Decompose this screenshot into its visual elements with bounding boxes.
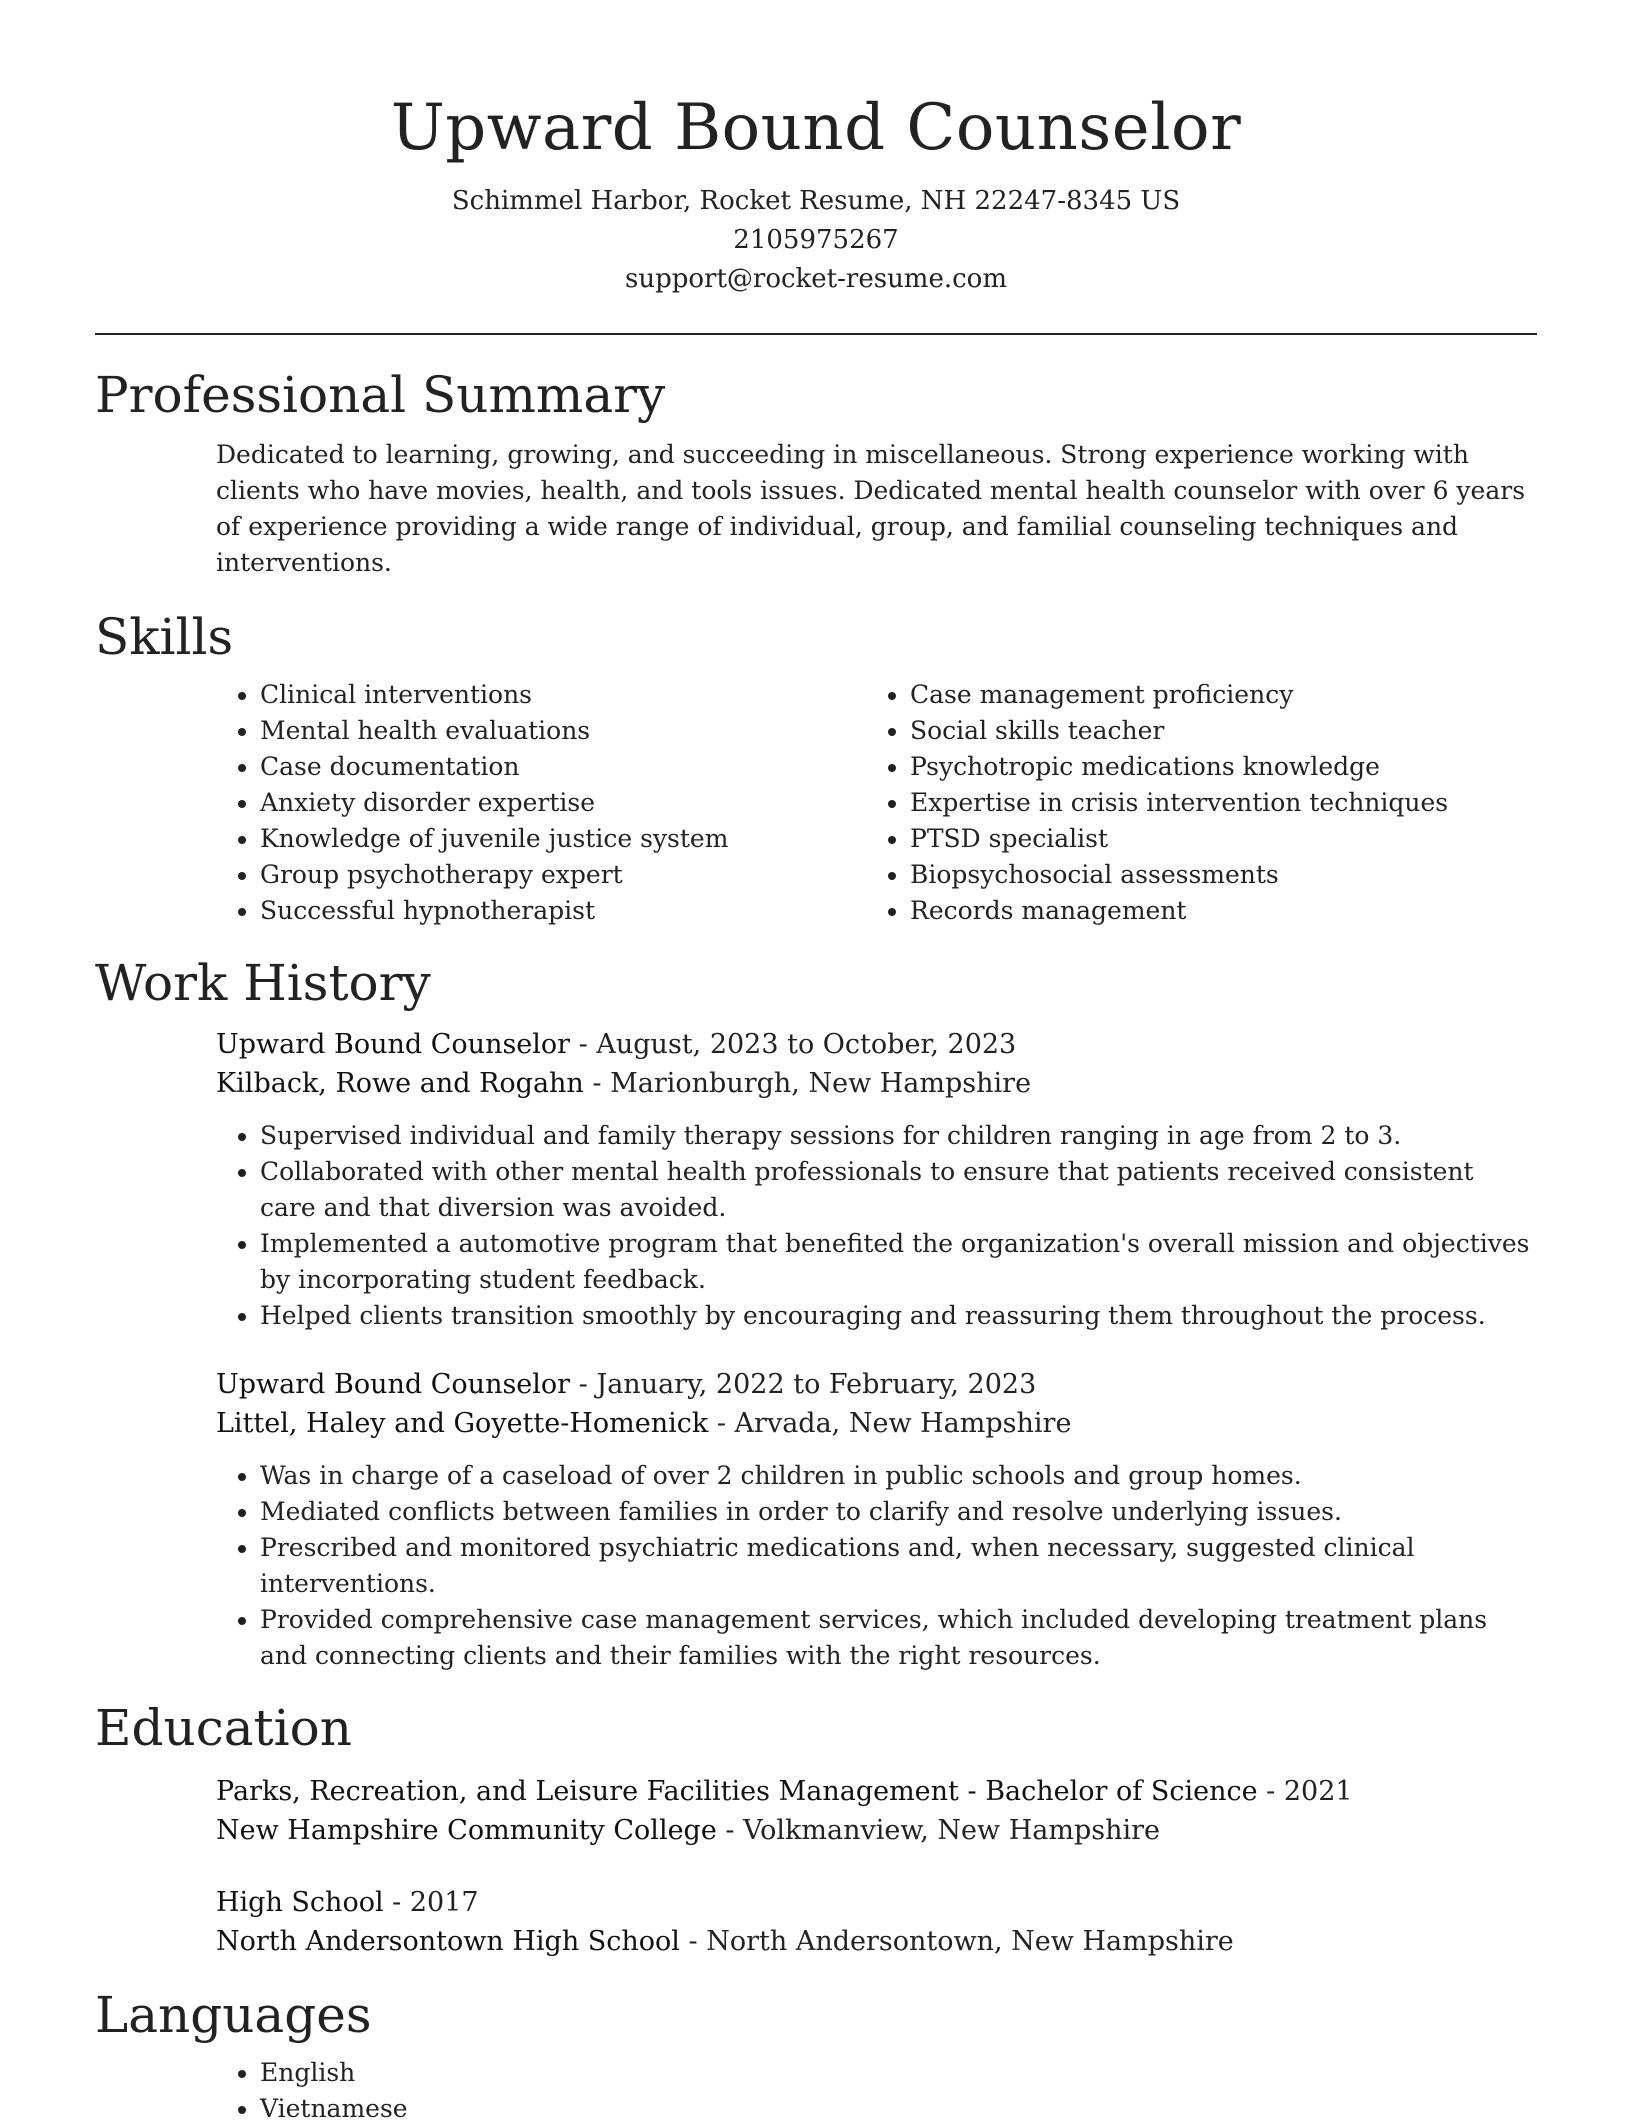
job-position: Upward Bound Counselor: [216, 1029, 571, 1060]
job-position: Upward Bound Counselor: [216, 1369, 571, 1400]
job-bullet: • Mediated conflicts between families in order to clarify and resolve underlying issues.: [260, 1494, 1537, 1530]
languages-section: [95, 1985, 1537, 2127]
skill-item: • Knowledge of juvenile justice system: [260, 821, 866, 857]
languages-list: [216, 2055, 1537, 2127]
skill-item: • Clinical interventions: [260, 677, 866, 713]
languages-title: Languages: [95, 1986, 372, 2044]
resume-header: [95, 0, 1537, 299]
header-divider: [95, 333, 1537, 335]
education-field: Parks, Recreation, and Leisure Facilities Management: [216, 1776, 959, 1807]
education-degree-line: [216, 1883, 1537, 1922]
job-title-line: [216, 1025, 1537, 1064]
job-bullet: • Collaborated with other mental health professionals to ensure that patients received consistent care and that diversion was avoided.: [260, 1154, 1537, 1226]
language-item: • Vietnamese: [260, 2091, 1537, 2127]
summary-text: Dedicated to learning, growing, and succeeding in miscellaneous. Strong experience working with clients who have movies, health, and tools issues. Dedicated mental health counselor with over 6 years of experience providing a wide range of individual, group, and familial counseling techniques and interventions.: [216, 440, 1526, 577]
education-field: High School: [216, 1887, 384, 1918]
job-title-line: [216, 1365, 1537, 1404]
job-bullet: • Supervised individual and family therapy sessions for children ranging in age from 2 to 3.: [260, 1118, 1537, 1154]
education-degree: - Bachelor of Science: [958, 1776, 1258, 1807]
skill-item: • Records management: [910, 893, 1537, 929]
skill-item: • Expertise in crisis intervention techniques: [910, 785, 1537, 821]
education-entry: [95, 1772, 1537, 1850]
skill-item: • Social skills teacher: [910, 713, 1537, 749]
job-dates: - January, 2022 to February, 2023: [570, 1369, 1037, 1400]
skill-item: • Mental health evaluations: [260, 713, 866, 749]
skills-grid: [95, 677, 1537, 929]
job-company-line: [216, 1064, 1537, 1103]
job-company: Kilback, Rowe and Rogahn: [216, 1068, 584, 1099]
education-location: - Volkmanview, New Hampshire: [716, 1815, 1161, 1846]
education-entry: [95, 1883, 1537, 1961]
job-bullet: • Helped clients transition smoothly by encouraging and reassuring them throughout the process.: [260, 1298, 1537, 1334]
phone: 2105975267: [733, 225, 899, 255]
candidate-name: Upward Bound Counselor: [390, 91, 1242, 165]
skills-list-right: [866, 677, 1537, 929]
education-year: - 2021: [1257, 1776, 1353, 1807]
job-location: - Marionburgh, New Hampshire: [583, 1068, 1032, 1099]
job-dates: - August, 2023 to October, 2023: [570, 1029, 1017, 1060]
education-school: North Andersontown High School: [216, 1926, 680, 1957]
job-bullet: • Provided comprehensive case management services, which included developing treatment plans and connecting clients and their families with the right resources.: [260, 1602, 1537, 1674]
job-bullets: [216, 1118, 1537, 1334]
job-bullet: • Implemented a automotive program that benefited the organization's overall mission and objectives by incorporating student feedback.: [260, 1226, 1537, 1298]
summary-section: [95, 365, 1537, 581]
job-bullet: • Was in charge of a caseload of over 2 children in public schools and group homes.: [260, 1458, 1537, 1494]
skill-item: • Case management proficiency: [910, 677, 1537, 713]
job-entry: [95, 1365, 1537, 1674]
job-company: Littel, Haley and Goyette-Homenick: [216, 1408, 709, 1439]
education-degree-line: [216, 1772, 1537, 1811]
skill-item: • Psychotropic medications knowledge: [910, 749, 1537, 785]
education-title: Education: [95, 1699, 352, 1757]
job-entry: [95, 1025, 1537, 1334]
job-location: - Arvada, New Hampshire: [708, 1408, 1072, 1439]
skill-item: • Case documentation: [260, 749, 866, 785]
skills-list-left: [216, 677, 866, 929]
education-year: - 2017: [383, 1887, 479, 1918]
skills-section: [95, 607, 1537, 929]
email: support@rocket-resume.com: [624, 264, 1007, 294]
address: Schimmel Harbor, Rocket Resume, NH 22247-8345 US: [451, 186, 1181, 216]
skill-item: • Group psychotherapy expert: [260, 857, 866, 893]
summary-title: Professional Summary: [95, 366, 666, 424]
job-bullet: • Prescribed and monitored psychiatric medications and, when necessary, suggested clinical interventions.: [260, 1530, 1537, 1602]
skill-item: • Anxiety disorder expertise: [260, 785, 866, 821]
skill-item: • Successful hypnotherapist: [260, 893, 866, 929]
job-bullets: [216, 1458, 1537, 1674]
language-item: • English: [260, 2055, 1537, 2091]
education-location: - North Andersontown, New Hampshire: [679, 1926, 1234, 1957]
job-company-line: [216, 1404, 1537, 1443]
education-section: [95, 1698, 1537, 1961]
work-title: Work History: [95, 954, 431, 1012]
education-school-line: [216, 1922, 1537, 1961]
skills-title: Skills: [95, 608, 234, 666]
education-school-line: [216, 1811, 1537, 1850]
skill-item: • Biopsychosocial assessments: [910, 857, 1537, 893]
contact-info: [95, 182, 1537, 299]
work-section: [95, 953, 1537, 1674]
education-school: New Hampshire Community College: [216, 1815, 717, 1846]
skill-item: • PTSD specialist: [910, 821, 1537, 857]
